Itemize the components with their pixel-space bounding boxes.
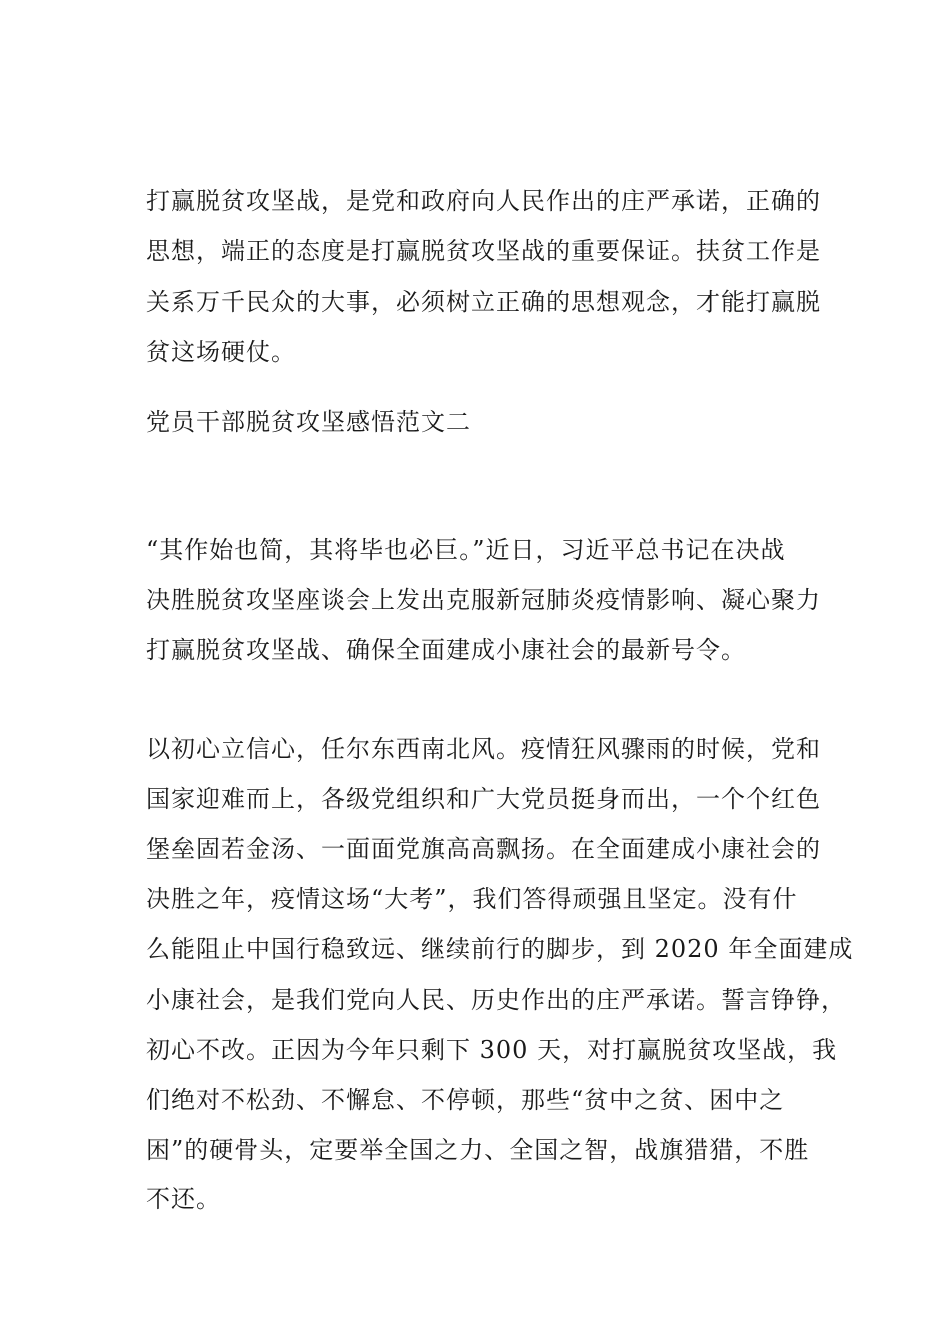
paragraph-line: 小康社会，是我们党向人民、历史作出的庄严承诺。誓言铮铮， xyxy=(146,986,846,1014)
paragraph-line: 们绝对不松劲、不懈怠、不停顿，那些“贫中之贫、困中之 xyxy=(146,1086,785,1114)
paragraph-line: “其作始也简，其将毕也必巨。”近日，习近平总书记在决战 xyxy=(146,536,786,564)
paragraph-line: 关系万千民众的大事，必须树立正确的思想观念，才能打赢脱 xyxy=(146,288,821,316)
paragraph-line: 堡垒固若金汤、一面面党旗高高飘扬。在全面建成小康社会的 xyxy=(146,835,821,863)
paragraph-line: 困”的硬骨头，定要举全国之力、全国之智，战旗猎猎，不胜 xyxy=(146,1136,810,1164)
paragraph-line: 决胜之年，疫情这场“大考”，我们答得顽强且坚定。没有什 xyxy=(146,885,798,913)
paragraph-line: 不还。 xyxy=(146,1185,221,1213)
paragraph-line: 初心不改。正因为今年只剩下 300 天，对打赢脱贫攻坚战，我 xyxy=(146,1036,838,1064)
paragraph-line: 打赢脱贫攻坚战、确保全面建成小康社会的最新号令。 xyxy=(146,636,746,664)
paragraph-line: 思想，端正的态度是打赢脱贫攻坚战的重要保证。扶贫工作是 xyxy=(146,237,821,265)
paragraph-line: 打赢脱贫攻坚战，是党和政府向人民作出的庄严承诺，正确的 xyxy=(146,187,821,215)
paragraph-line: 国家迎难而上，各级党组织和广大党员挺身而出，一个个红色 xyxy=(146,785,821,813)
paragraph-line: 贫这场硬仗。 xyxy=(146,338,296,366)
paragraph-line: 么能阻止中国行稳致远、继续前行的脚步，到 2020 年全面建成 xyxy=(146,935,854,963)
paragraph-line: 以初心立信心，任尔东西南北风。疫情狂风骤雨的时候，党和 xyxy=(146,735,821,763)
section-heading: 党员干部脱贫攻坚感悟范文二 xyxy=(146,408,471,436)
paragraph-line: 决胜脱贫攻坚座谈会上发出克服新冠肺炎疫情影响、凝心聚力 xyxy=(146,586,821,614)
